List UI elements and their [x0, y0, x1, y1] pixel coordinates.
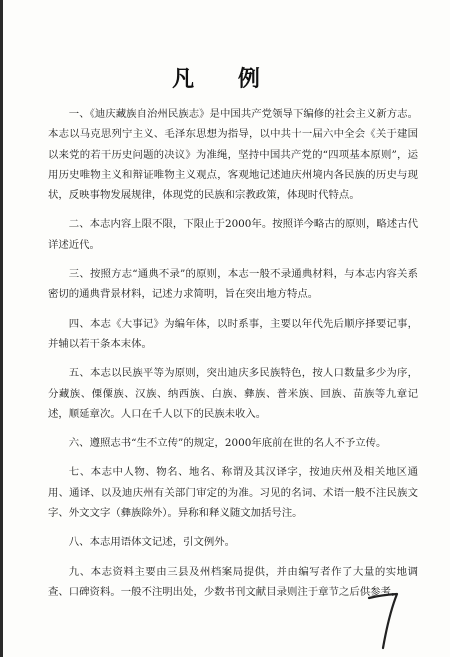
- guideline-item-9: 九、本志资料主要由三县及州档案局提供，并由编写者作了大量的实地调查、口碑资料。一般不注明出处，少数书刊文献目录则注于章节之后供参考。: [48, 565, 418, 598]
- guidelines-body: [48, 104, 418, 611]
- guideline-item-5: 五、本志以民族平等为原则，突出迪庆多民族特色，按人口数量多少为序，分藏族、傈僳族、汉族、纳西族、白族、彝族、普米族、回族、苗族等九章记述，顺延章次。人口在千人以下的民族未收入。: [48, 367, 418, 420]
- handwritten-page-number: [365, 590, 405, 652]
- guideline-item-7: 七、本志中人物、物名、地名、称谓及其汉译字，按迪庆州及相关地区通用、通译、以及迪庆州有关部门审定的为准。习见的名词、术语一般不注民族文字、外文文字（彝族除外）。异称和释义随文加括号注。: [48, 466, 418, 520]
- guideline-item-1: 一、《迪庆藏族自治州民族志》是中国共产党领导下编修的社会主义新方志。本志以马克思列宁主义、毛泽东思想为指导，以中共十一届六中全会《关于建国以来党的若干历史问题的决议》为准绳，坚持中国共产党的“四项基本原则”，运用历史唯物主义和辩证唯物主义观点，客观地记述迪庆州境内各民族的历史与现状，反映事物发展规律，体现党的民族和宗教政策，体现时代特点。: [48, 108, 418, 202]
- guideline-item-8: 八、本志用语体文记述，引文例外。: [68, 536, 236, 549]
- guideline-item-3: 三、按照方志“通典不录”的原则，本志一般不录通典材料，与本志内容关系密切的通典背景材料，记述力求简明，旨在突出地方特点。: [48, 268, 418, 301]
- page-title: 凡 例: [172, 66, 278, 92]
- guideline-item-2: 二、本志内容上限不限，下限止于2000年。按照详今略古的原则，略述古代详述近代。: [48, 218, 418, 251]
- guideline-item-6: 六、遵照志书“生不立传”的规定，2000年底前在世的名人不予立传。: [68, 437, 387, 450]
- scan-edge: [0, 0, 3, 657]
- guideline-item-4: 四、本志《大事记》为编年体，以时系事，主要以年代先后顺序择要记事，并辅以若干条本末体。: [48, 317, 418, 350]
